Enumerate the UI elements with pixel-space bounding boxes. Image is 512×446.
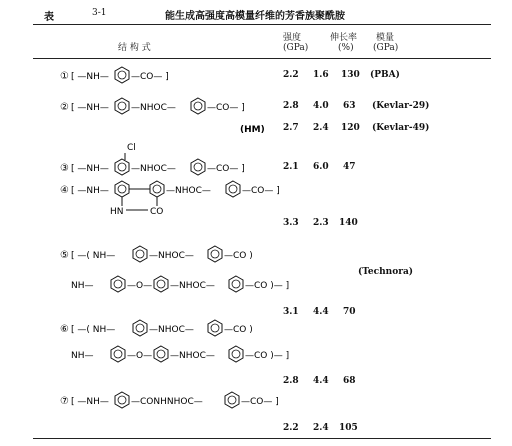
benzene-ring	[111, 346, 125, 362]
row5-elongation: 4.4	[313, 307, 329, 317]
row5-formula-line2-part3: —NHOC—	[170, 281, 215, 291]
benzene-ring	[150, 181, 164, 197]
row6-formula-line1-part3: —CO )	[224, 325, 253, 335]
col-elongation-header: 伸长率	[330, 33, 358, 43]
row5-strength: 3.1	[283, 307, 299, 317]
benzene-ring	[133, 320, 147, 336]
row2b-modulus: 120	[341, 123, 360, 133]
row1-formula-part1: [ —NH—	[71, 72, 109, 82]
row6-formula-line2-part1: NH—	[71, 351, 94, 361]
row7-number: ⑦	[60, 396, 69, 407]
row5-formula-line1-part3: —CO )	[224, 251, 253, 261]
row5-formula-line1-part2: —NHOC—	[149, 251, 194, 261]
row5-formula-line2-part2: —O—	[127, 281, 153, 291]
benzene-ring	[226, 181, 240, 197]
benzene-ring	[115, 392, 129, 408]
row1-note: (PBA)	[370, 70, 400, 80]
row2b-note: (Kevlar-49)	[372, 123, 430, 133]
table-label: 表	[44, 12, 54, 23]
row4-strength: 3.3	[283, 218, 299, 228]
row4-modulus: 140	[339, 218, 358, 228]
row5-formula-line1-part1: [ —( NH—	[71, 251, 116, 261]
row5-modulus: 70	[343, 307, 356, 317]
benzene-ring	[115, 181, 129, 197]
row4-formula-part1: [ —NH—	[71, 186, 109, 196]
row7-formula-part3: —CO— ]	[241, 397, 279, 407]
row3-modulus: 47	[343, 162, 356, 172]
row2-formula-part3: —CO— ]	[207, 103, 245, 113]
row1-number: ①	[60, 71, 69, 82]
row4-lactam-hn: HN	[110, 207, 124, 217]
benzene-ring	[115, 159, 129, 175]
benzene-ring	[208, 246, 222, 262]
col-modulus-unit: (GPa)	[373, 43, 399, 53]
row3-formula-part2: —NHOC—	[131, 164, 176, 174]
row4-elongation: 2.3	[313, 218, 329, 228]
table-title: 能生成高强度高模量纤维的芳香族聚酰胺	[165, 11, 345, 22]
row1-strength: 2.2	[283, 70, 299, 80]
row1-formula-part2: —CO— ]	[131, 72, 169, 82]
row7-modulus: 105	[339, 423, 358, 433]
row6-modulus: 68	[343, 376, 356, 386]
row2-modulus: 63	[343, 101, 356, 111]
benzene-ring	[225, 392, 239, 408]
col-elongation-unit: (%)	[338, 43, 354, 53]
row7-formula-part1: [ —NH—	[71, 397, 109, 407]
row4-lactam-co: CO	[150, 207, 164, 217]
row2-note: (Kevlar-29)	[372, 101, 430, 111]
row3-elongation: 6.0	[313, 162, 329, 172]
row6-elongation: 4.4	[313, 376, 329, 386]
row7-formula-part2: —CONHNHOC—	[131, 397, 203, 407]
benzene-ring	[133, 246, 147, 262]
row6-formula-line1-part2: —NHOC—	[149, 325, 194, 335]
row6-formula-line1-part1: [ —( NH—	[71, 325, 116, 335]
benzene-ring	[115, 67, 129, 83]
benzene-ring	[154, 276, 168, 292]
row2b-strength: 2.7	[283, 123, 299, 133]
benzene-ring	[111, 276, 125, 292]
row3-substituent: Cl	[127, 143, 136, 153]
col-strength-unit: (GPa)	[283, 43, 309, 53]
row1-elongation: 1.6	[313, 70, 329, 80]
row6-strength: 2.8	[283, 376, 299, 386]
benzene-ring	[115, 98, 129, 114]
benzene-ring	[208, 320, 222, 336]
row7-strength: 2.2	[283, 423, 299, 433]
row3-strength: 2.1	[283, 162, 299, 172]
row2-elongation: 4.0	[313, 101, 329, 111]
row2b-grade: (HM)	[240, 125, 265, 135]
row4-number: ④	[60, 185, 69, 196]
benzene-ring	[191, 98, 205, 114]
row2-formula-part1: [ —NH—	[71, 103, 109, 113]
row5-number: ⑤	[60, 250, 69, 261]
row5-formula-line2-part1: NH—	[71, 281, 94, 291]
benzene-ring	[154, 346, 168, 362]
row6-formula-line2-part3: —NHOC—	[170, 351, 215, 361]
row2-strength: 2.8	[283, 101, 299, 111]
row5-formula-line2-part4: —CO )— ]	[245, 281, 290, 291]
col-strength-header: 强度	[283, 33, 302, 43]
benzene-ring	[229, 276, 243, 292]
row4-formula-part3: —CO— ]	[242, 186, 280, 196]
row3-number: ③	[60, 163, 69, 174]
row7-elongation: 2.4	[313, 423, 329, 433]
table-number: 3-1	[92, 8, 107, 18]
benzene-ring	[191, 159, 205, 175]
row5-note: (Technora)	[358, 267, 414, 277]
row2-formula-part2: —NHOC—	[131, 103, 176, 113]
row3-formula-part3: —CO— ]	[207, 164, 245, 174]
row1-modulus: 130	[341, 70, 360, 80]
row2b-elongation: 2.4	[313, 123, 329, 133]
row6-number: ⑥	[60, 324, 69, 335]
col-structure-header: 结 构 式	[118, 43, 151, 53]
benzene-ring	[229, 346, 243, 362]
row6-formula-line2-part2: —O—	[127, 351, 153, 361]
row2-number: ②	[60, 102, 69, 113]
row4-formula-part2: —NHOC—	[166, 186, 211, 196]
col-modulus-header: 模量	[376, 33, 395, 43]
bottom-rule	[33, 438, 491, 439]
row3-formula-part1: [ —NH—	[71, 164, 109, 174]
row6-formula-line2-part4: —CO )— ]	[245, 351, 290, 361]
